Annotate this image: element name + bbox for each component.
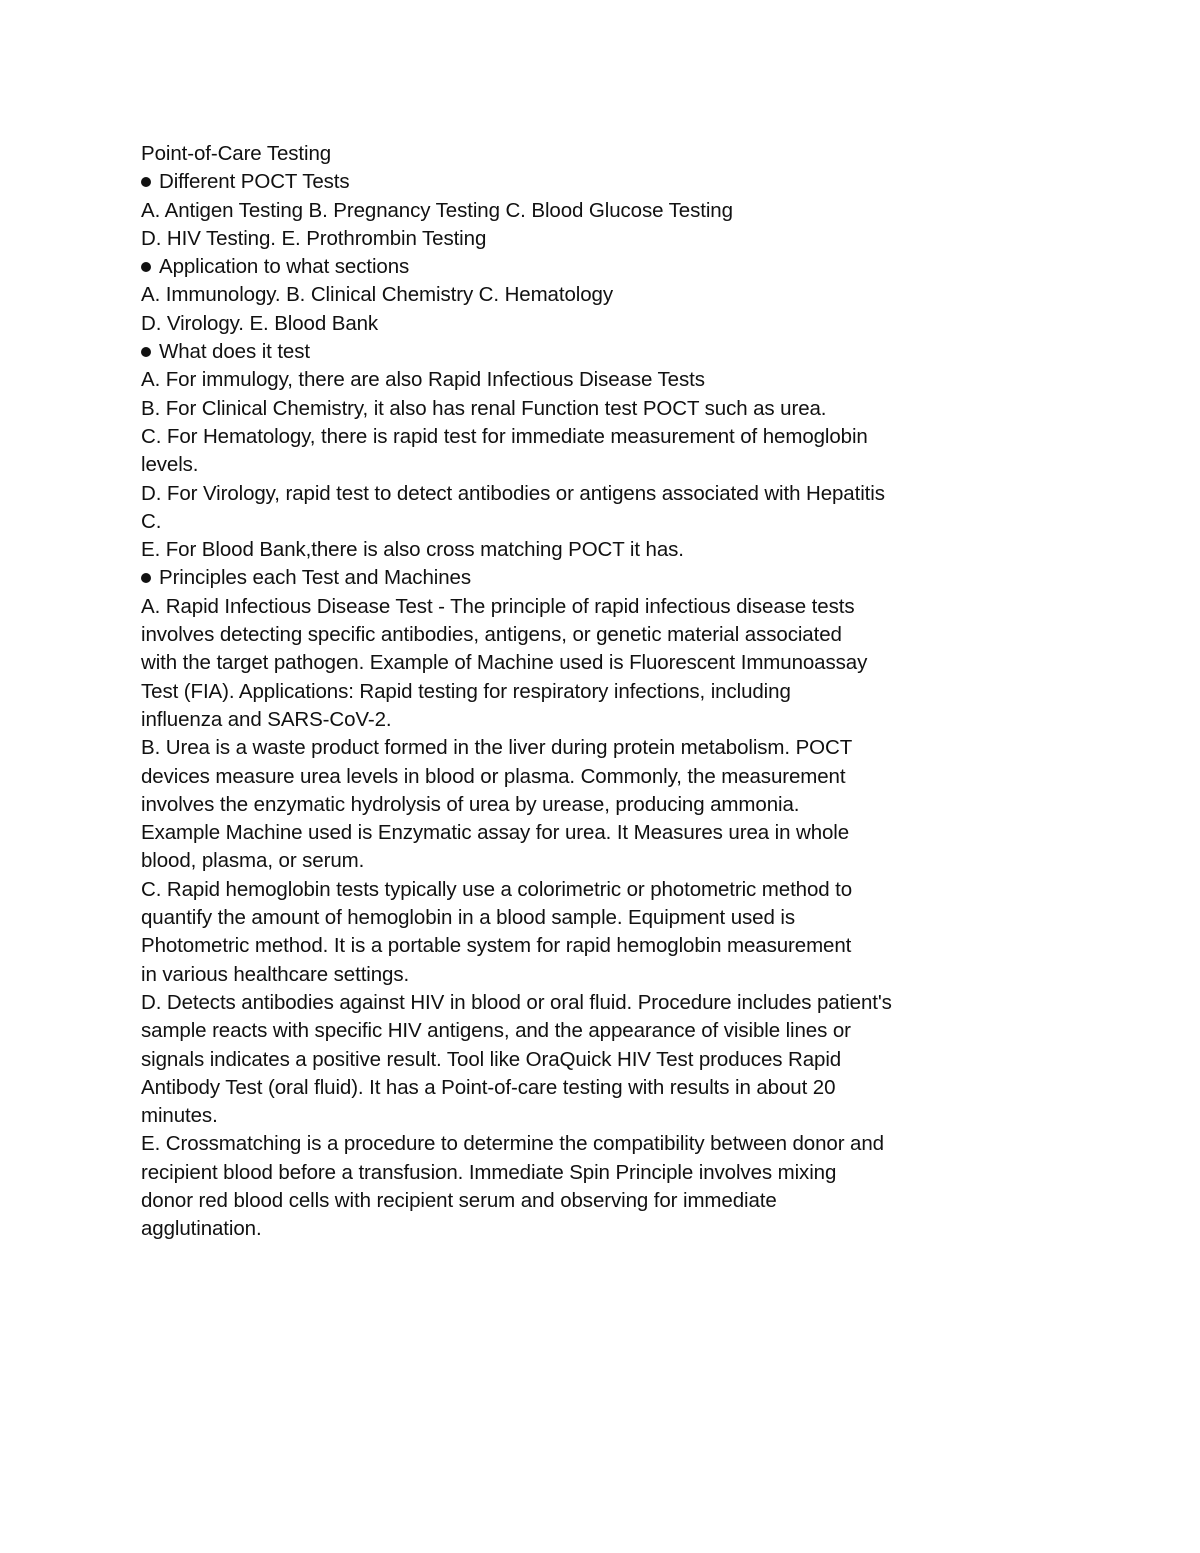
line-text: C. Rapid hemoglobin tests typically use a colorimetric or photometric method to <box>141 877 853 901</box>
line-text: D. HIV Testing. E. Prothrombin Testing <box>141 226 487 250</box>
text-line <box>141 1159 961 1187</box>
line-text: involves detecting specific antibodies, antigens, or genetic material associated <box>141 623 842 647</box>
line-text: D. Virology. E. Blood Bank <box>141 311 379 335</box>
text-line <box>141 508 961 536</box>
line-text: blood, plasma, or serum. <box>141 849 365 873</box>
line-text: Different POCT Tests <box>159 170 350 194</box>
text-line <box>141 791 961 819</box>
line-text: Antibody Test (oral fluid). It has a Point-of-care testing with results in about 20 <box>141 1075 836 1099</box>
text-line <box>141 1017 961 1045</box>
text-line <box>141 904 961 932</box>
line-text: agglutination. <box>141 1217 262 1241</box>
text-line <box>141 706 961 734</box>
text-line <box>141 1074 961 1102</box>
bullet-icon <box>141 573 151 583</box>
text-line <box>141 1187 961 1215</box>
text-line <box>141 536 961 564</box>
line-text: C. <box>141 509 162 533</box>
text-line <box>141 480 961 508</box>
line-text: Principles each Test and Machines <box>159 566 471 590</box>
line-text: Example Machine used is Enzymatic assay for urea. It Measures urea in whole <box>141 821 850 845</box>
text-line <box>141 1215 961 1243</box>
line-text: A. Rapid Infectious Disease Test - The principle of rapid infectious disease tests <box>141 594 855 618</box>
text-line <box>141 225 961 253</box>
text-line <box>141 876 961 904</box>
line-text: influenza and SARS-CoV-2. <box>141 707 392 731</box>
line-text: with the target pathogen. Example of Machine used is Fluorescent Immunoassay <box>141 651 868 675</box>
text-line <box>141 310 961 338</box>
line-text: levels. <box>141 453 199 477</box>
line-text: sample reacts with specific HIV antigens, and the appearance of visible lines or <box>141 1019 851 1043</box>
document-title <box>141 140 961 168</box>
text-line <box>141 989 961 1017</box>
text-line <box>141 395 961 423</box>
line-text: A. Immunology. B. Clinical Chemistry C. Hematology <box>141 283 613 307</box>
line-text: Photometric method. It is a portable system for rapid hemoglobin measurement <box>141 934 852 958</box>
line-text: Application to what sections <box>159 255 410 279</box>
line-text: E. For Blood Bank,there is also cross matching POCT it has. <box>141 538 684 562</box>
line-text: devices measure urea levels in blood or plasma. Commonly, the measurement <box>141 764 846 788</box>
line-text: C. For Hematology, there is rapid test for immediate measurement of hemoglobin <box>141 424 868 448</box>
bullet-icon <box>141 347 151 357</box>
bullet-heading <box>141 564 961 592</box>
text-line <box>141 1130 961 1158</box>
text-line <box>141 763 961 791</box>
bullet-heading <box>141 253 961 281</box>
text-line <box>141 1046 961 1074</box>
text-line <box>141 621 961 649</box>
text-line <box>141 847 961 875</box>
text-line <box>141 423 961 451</box>
line-text: Test (FIA). Applications: Rapid testing for respiratory infections, including <box>141 679 791 703</box>
line-text: B. For Clinical Chemistry, it also has renal Function test POCT such as urea. <box>141 396 827 420</box>
line-text: recipient blood before a transfusion. Immediate Spin Principle involves mixing <box>141 1160 837 1184</box>
bullet-heading <box>141 168 961 196</box>
line-text: Point-of-Care Testing <box>141 142 332 165</box>
text-line <box>141 819 961 847</box>
line-text: involves the enzymatic hydrolysis of urea by urease, producing ammonia. <box>141 792 800 816</box>
line-text: A. For immulogy, there are also Rapid Infectious Disease Tests <box>141 368 705 392</box>
text-line <box>141 366 961 394</box>
line-text: What does it test <box>159 340 310 364</box>
bullet-icon <box>141 262 151 272</box>
text-line <box>141 734 961 762</box>
line-text: in various healthcare settings. <box>141 962 410 986</box>
document-body <box>141 140 961 1244</box>
text-line <box>141 593 961 621</box>
text-line <box>141 281 961 309</box>
line-text: quantify the amount of hemoglobin in a blood sample. Equipment used is <box>141 906 795 930</box>
line-text: minutes. <box>141 1104 218 1128</box>
text-line <box>141 649 961 677</box>
text-line <box>141 932 961 960</box>
line-text: D. For Virology, rapid test to detect antibodies or antigens associated with Hepatitis <box>141 481 885 505</box>
bullet-heading <box>141 338 961 366</box>
line-text: B. Urea is a waste product formed in the liver during protein metabolism. POCT <box>141 736 853 760</box>
line-text: A. Antigen Testing B. Pregnancy Testing C. Blood Glucose Testing <box>141 198 733 222</box>
line-text: E. Crossmatching is a procedure to determine the compatibility between donor and <box>141 1132 884 1156</box>
text-line <box>141 678 961 706</box>
line-text: D. Detects antibodies against HIV in blood or oral fluid. Procedure includes patient's <box>141 990 892 1014</box>
line-text: signals indicates a positive result. Tool like OraQuick HIV Test produces Rapid <box>141 1047 842 1071</box>
text-line <box>141 451 961 479</box>
text-line <box>141 961 961 989</box>
text-line <box>141 197 961 225</box>
bullet-icon <box>141 177 151 187</box>
line-text: donor red blood cells with recipient serum and observing for immediate <box>141 1188 777 1212</box>
text-line <box>141 1102 961 1130</box>
